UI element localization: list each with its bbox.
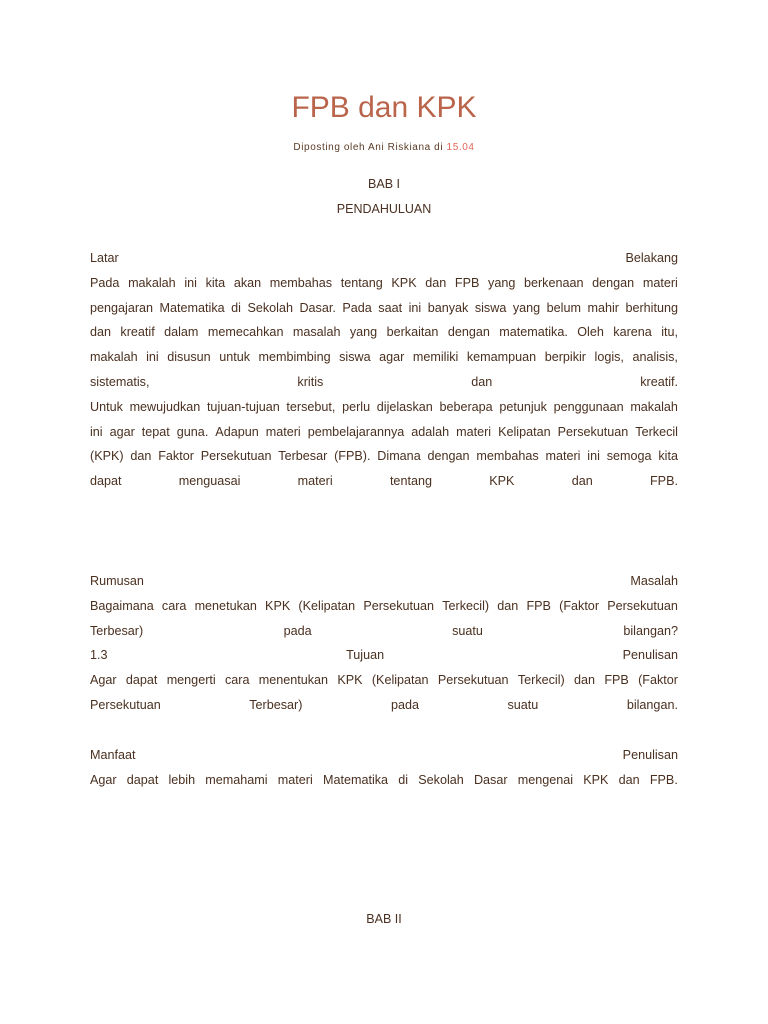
word: beberapa <box>439 399 493 414</box>
word: KPK <box>265 598 291 613</box>
word: FPB <box>454 275 480 290</box>
word: disusun <box>167 350 211 365</box>
word: Persekutuan <box>437 673 509 688</box>
text-line <box>90 271 678 296</box>
word: siswa <box>474 300 507 315</box>
text-line <box>90 444 678 469</box>
word: dan <box>618 772 640 787</box>
word: agar <box>379 350 405 365</box>
word: ini <box>587 449 600 464</box>
word: di <box>398 772 409 787</box>
word: Matematika <box>322 772 389 787</box>
word: Terkecil <box>635 424 678 439</box>
post-title: FPB dan KPK <box>291 91 477 124</box>
word: cara <box>224 673 250 688</box>
word: ini <box>184 275 197 290</box>
word: Dimana <box>377 449 421 464</box>
text-line-content <box>90 668 678 693</box>
word: adalah <box>411 424 450 439</box>
word: Agar <box>90 772 117 787</box>
word: makalah <box>128 275 176 290</box>
section-heading-row <box>90 643 678 668</box>
word: menetukan <box>194 598 257 613</box>
word: mengenai <box>517 772 574 787</box>
word: dapat <box>90 474 122 489</box>
word: dan <box>130 449 152 464</box>
word: tujuan-tujuan <box>206 399 280 414</box>
word: (Kelipatan <box>298 598 356 613</box>
word: Persekutuan <box>557 424 629 439</box>
word: KPK <box>583 772 609 787</box>
section-heading-row <box>90 743 678 768</box>
heading-middle: Tujuan <box>346 648 385 663</box>
word: KPK <box>391 275 417 290</box>
word: Persekutuan <box>90 697 161 712</box>
word: Terbesar) <box>90 623 144 638</box>
text-line-justified <box>90 693 678 718</box>
heading-right: Penulisan <box>622 748 678 762</box>
word: Terbesar) <box>249 697 303 712</box>
word: Pada <box>90 275 120 290</box>
word: FPB. <box>649 772 678 787</box>
word: kemampuan <box>466 350 537 365</box>
word: cara <box>161 598 187 613</box>
text-line-justified <box>90 619 678 644</box>
word: berkaitan <box>386 325 439 340</box>
word: (Faktor <box>638 673 678 688</box>
text-line-content <box>90 320 678 345</box>
word: Terbesar <box>278 449 328 464</box>
word: saat <box>378 300 403 315</box>
chapter-title: PENDAHULUAN <box>336 202 432 216</box>
text-line-content <box>90 444 678 469</box>
word: dengan <box>427 449 470 464</box>
text-line <box>90 296 678 321</box>
text-line-justified <box>90 370 678 395</box>
word: makalah <box>90 350 138 365</box>
word: kritis <box>297 374 324 389</box>
byline-author: Diposting oleh Ani Riskiana di <box>293 142 444 153</box>
word: bilangan? <box>623 623 678 638</box>
word: lebih <box>168 772 196 787</box>
word: bilangan. <box>626 697 678 712</box>
word: Sekolah <box>247 300 293 315</box>
word: pengajaran <box>90 300 154 315</box>
word: Terkecil) <box>442 598 490 613</box>
word: Persekutuan <box>200 449 272 464</box>
word: dapat <box>126 772 159 787</box>
word: tentang <box>340 275 383 290</box>
word: itu, <box>661 325 678 340</box>
word: (Faktor <box>559 598 600 613</box>
text-line <box>90 320 678 345</box>
word: memahami <box>205 772 268 787</box>
word: materi <box>277 772 313 787</box>
word: materi <box>642 275 678 290</box>
text-line <box>90 345 678 370</box>
word: yang <box>349 325 378 340</box>
word: Terkecil) <box>517 673 565 688</box>
word: analisis, <box>632 350 678 365</box>
word: yang <box>488 275 516 290</box>
word: kreatif. <box>640 374 678 389</box>
text-line-content <box>90 271 678 296</box>
word: (KPK) <box>90 449 124 464</box>
heading-right: Penulisan <box>622 648 678 663</box>
word: di <box>231 300 241 315</box>
word: berkenaan <box>523 275 584 290</box>
word: KPK <box>337 673 363 688</box>
word: mewujudkan <box>129 399 201 414</box>
word: Matematika <box>159 300 225 315</box>
word: Dasar. <box>299 300 336 315</box>
heading-left: Manfaat <box>90 748 136 762</box>
word: Persekutuan <box>607 598 678 613</box>
section-manfaat-penulisan <box>90 743 678 793</box>
heading-left: Latar <box>90 251 119 265</box>
word: pembelajarannya <box>307 424 405 439</box>
word: dan <box>425 275 447 290</box>
word: berhitung <box>625 300 678 315</box>
word: Bagaimana <box>90 598 154 613</box>
word: masalah <box>292 325 341 340</box>
word: Dasar <box>473 772 508 787</box>
word: Sekolah <box>418 772 464 787</box>
word: menentukan <box>258 673 329 688</box>
word: ini <box>408 300 422 315</box>
text-line-content <box>90 296 678 321</box>
section-heading-row <box>90 569 678 594</box>
word: FPB <box>604 673 629 688</box>
word: kita <box>205 275 226 290</box>
word: materi <box>456 424 492 439</box>
word: materi <box>545 449 581 464</box>
word: yang <box>512 300 541 315</box>
word: untuk <box>219 350 250 365</box>
text-line <box>90 420 678 445</box>
word: KPK <box>489 474 515 489</box>
post-byline <box>0 141 768 155</box>
word: Pada <box>342 300 372 315</box>
word: kreatif <box>120 325 155 340</box>
word: pada <box>390 697 419 712</box>
word: berpikir <box>544 350 586 365</box>
word: semoga <box>606 449 652 464</box>
section-heading-row <box>90 246 678 271</box>
word: pada <box>283 623 312 638</box>
chapter-heading: BAB II <box>366 912 402 926</box>
text-line-content <box>90 768 678 793</box>
text-line <box>90 395 678 420</box>
post-time-link[interactable]: 15.04 <box>446 142 475 153</box>
word: dan <box>471 374 493 389</box>
word: matematika. <box>499 325 568 340</box>
heading-right: Belakang <box>625 251 678 265</box>
text-line <box>90 768 678 793</box>
word: mengerti <box>166 673 216 688</box>
word: Faktor <box>158 449 194 464</box>
text-line-content <box>90 420 678 445</box>
text-line <box>90 594 678 619</box>
text-line-content <box>90 395 678 420</box>
text-line <box>90 668 678 693</box>
word: memecahkan <box>207 325 284 340</box>
chapter-heading: BAB I <box>368 177 400 191</box>
word: (FPB). <box>334 449 371 464</box>
word: dengan <box>592 275 635 290</box>
word: dan <box>90 325 112 340</box>
word: Untuk <box>90 399 123 414</box>
heading-right: Masalah <box>630 574 678 588</box>
word: banyak <box>427 300 469 315</box>
word: Agar <box>90 673 117 688</box>
word: (Kelipatan <box>371 673 429 688</box>
word: suatu <box>507 697 539 712</box>
word: dijelaskan <box>376 399 433 414</box>
word: dalam <box>164 325 199 340</box>
word: siswa <box>339 350 371 365</box>
word: karena <box>613 325 652 340</box>
word: kita <box>658 449 678 464</box>
word: petunjuk <box>499 399 547 414</box>
word: FPB. <box>649 474 678 489</box>
text-line-justified <box>90 469 678 494</box>
text-line-content <box>90 345 678 370</box>
heading-number: 1.3 <box>90 648 108 663</box>
word: guna. <box>176 424 209 439</box>
heading-left: Rumusan <box>90 574 144 588</box>
word: materi <box>265 424 301 439</box>
word: Persekutuan <box>363 598 435 613</box>
word: Kelipatan <box>498 424 551 439</box>
word: Adapun <box>215 424 259 439</box>
word: dan <box>497 598 519 613</box>
section-latar-belakang <box>90 246 678 494</box>
word: ini <box>90 424 103 439</box>
word: belum <box>546 300 581 315</box>
word: perlu <box>342 399 371 414</box>
word: membahas <box>269 275 333 290</box>
word: menguasai <box>178 474 241 489</box>
word: dan <box>571 474 593 489</box>
word: makalah <box>630 399 678 414</box>
word: akan <box>233 275 262 290</box>
word: tersebut, <box>286 399 336 414</box>
word: agar <box>109 424 135 439</box>
word: ini <box>146 350 159 365</box>
word: memiliki <box>412 350 459 365</box>
word: dan <box>574 673 596 688</box>
word: sistematis, <box>90 374 150 389</box>
word: mahir <box>587 300 619 315</box>
word: dapat <box>125 673 158 688</box>
section-rumusan-masalah <box>90 569 678 718</box>
word: penggunaan <box>553 399 624 414</box>
word: suatu <box>452 623 483 638</box>
word: materi <box>297 474 333 489</box>
word: dengan <box>447 325 490 340</box>
word: tentang <box>389 474 432 489</box>
word: FPB <box>526 598 551 613</box>
word: logis, <box>594 350 624 365</box>
word: Oleh <box>577 325 604 340</box>
word: tepat <box>141 424 170 439</box>
word: membahas <box>476 449 539 464</box>
word: membimbing <box>258 350 331 365</box>
text-line-content <box>90 594 678 619</box>
